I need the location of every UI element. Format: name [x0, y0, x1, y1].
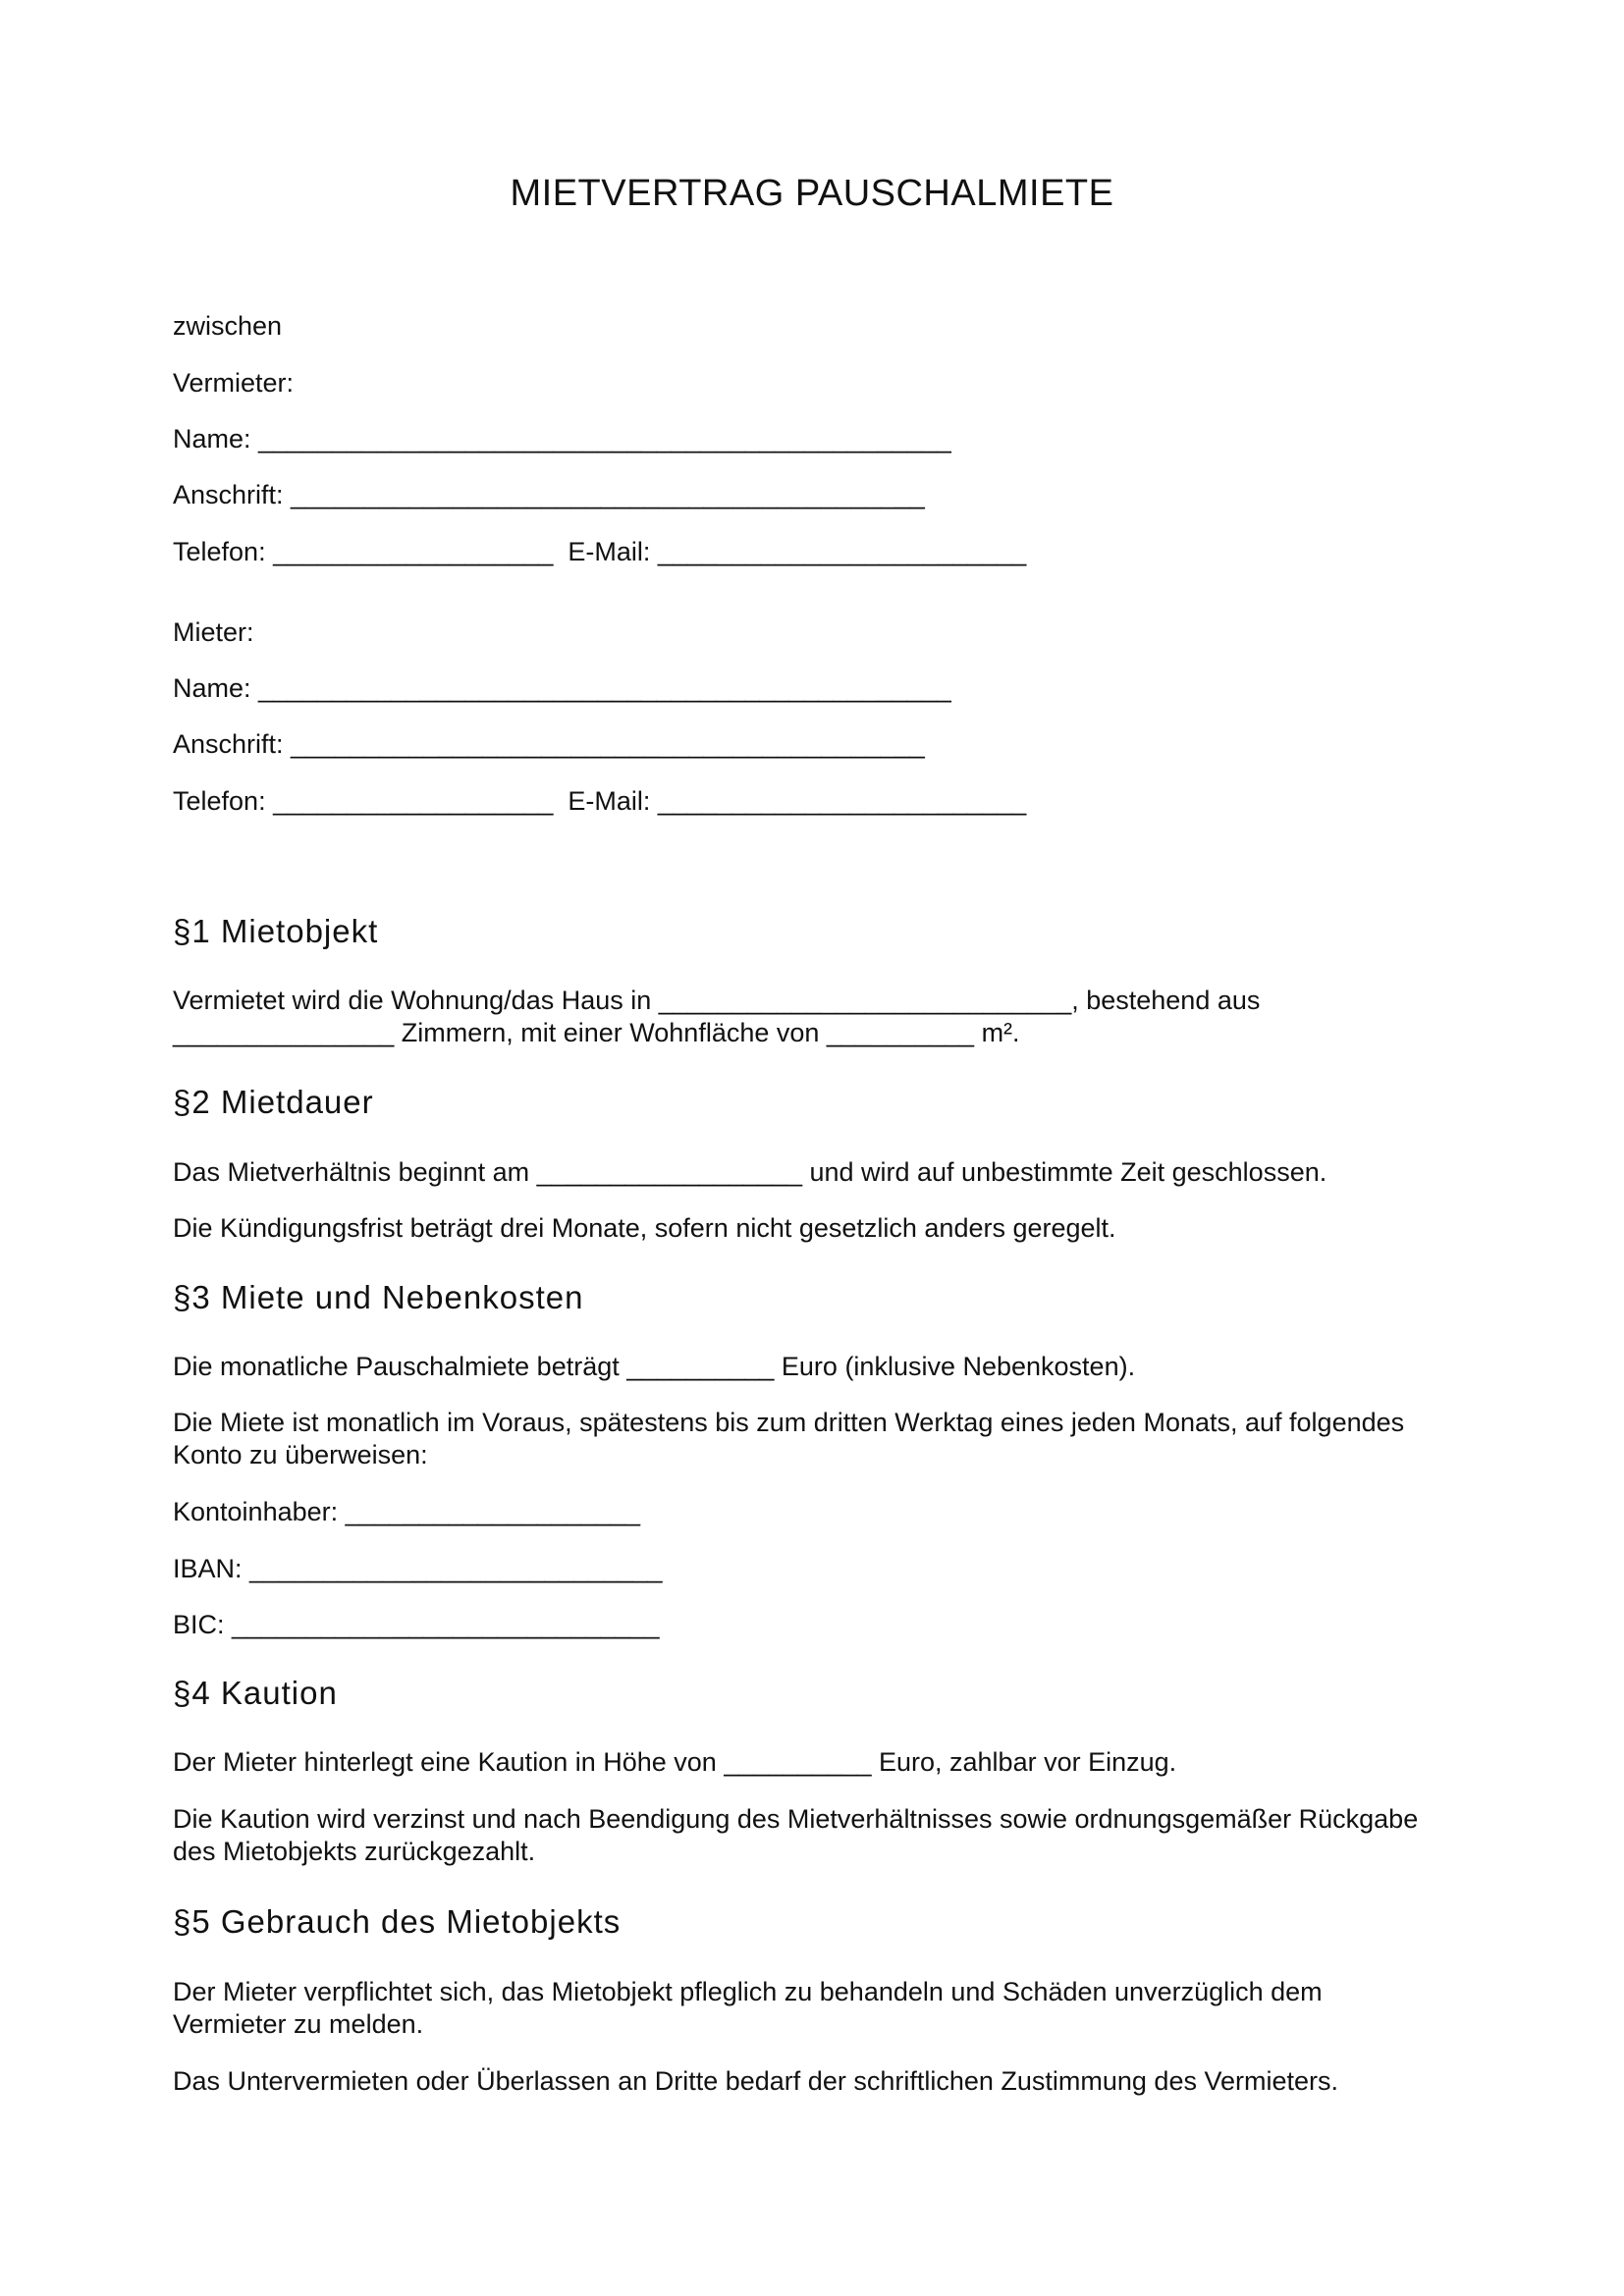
between-text: zwischen — [173, 311, 283, 341]
landlord-label: Vermieter: — [173, 368, 295, 398]
landlord-name-field: Name: _______________________________________________ — [173, 424, 951, 454]
section-2-paragraph-1: Das Mietverhältnis beginnt am __________________ und wird auf unbestimmte Zeit geschlossen. — [173, 1157, 1327, 1187]
section-3-paragraph-2-line-1: Die Miete ist monatlich im Voraus, spätestens bis zum dritten Werktag eines jeden Monats, auf folgendes — [173, 1408, 1405, 1437]
iban-field: IBAN: ____________________________ — [173, 1554, 663, 1583]
section-5-paragraph-1-line-2: Vermieter zu melden. — [173, 2009, 424, 2039]
document-title: MIETVERTRAG PAUSCHALMIETE — [510, 173, 1114, 214]
landlord-contact-field: Telefon: ___________________ E-Mail: _________________________ — [173, 537, 1027, 566]
account-holder-field: Kontoinhaber: ____________________ — [173, 1497, 640, 1526]
section-5-paragraph-1-line-1: Der Mieter verpflichtet sich, das Mietobjekt pfleglich zu behandeln und Schäden unverzüglich dem — [173, 1977, 1323, 2006]
tenant-address-field: Anschrift: ___________________________________________ — [173, 729, 925, 759]
section-1-heading: §1 Mietobjekt — [173, 913, 379, 949]
section-3-paragraph-2-line-2: Konto zu überweisen: — [173, 1440, 428, 1469]
bic-field: BIC: _____________________________ — [173, 1610, 660, 1639]
section-4-paragraph-2-line-1: Die Kaution wird verzinst und nach Beendigung des Mietverhältnisses sowie ordnungsgemäßer Rückgabe — [173, 1804, 1419, 1834]
section-4-heading: §4 Kaution — [173, 1675, 338, 1711]
section-5-heading: §5 Gebrauch des Mietobjekts — [173, 1903, 622, 1940]
section-5-paragraph-2: Das Untervermieten oder Überlassen an Dritte bedarf der schriftlichen Zustimmung des Vermieters. — [173, 2066, 1338, 2096]
tenant-name-field: Name: _______________________________________________ — [173, 673, 951, 703]
section-3-paragraph-1: Die monatliche Pauschalmiete beträgt __________ Euro (inklusive Nebenkosten). — [173, 1352, 1136, 1381]
tenant-label: Mieter: — [173, 617, 254, 647]
tenant-contact-field: Telefon: ___________________ E-Mail: _________________________ — [173, 786, 1027, 816]
section-1-line-1: Vermietet wird die Wohnung/das Haus in ____________________________, bestehend aus — [173, 986, 1261, 1015]
section-2-paragraph-2: Die Kündigungsfrist beträgt drei Monate, sofern nicht gesetzlich anders geregelt. — [173, 1213, 1116, 1243]
section-4-paragraph-1: Der Mieter hinterlegt eine Kaution in Höhe von __________ Euro, zahlbar vor Einzug. — [173, 1747, 1177, 1777]
section-4-paragraph-2-line-2: des Mietobjekts zurückgezahlt. — [173, 1837, 536, 1866]
landlord-address-field: Anschrift: ___________________________________________ — [173, 480, 925, 509]
section-2-heading: §2 Mietdauer — [173, 1084, 374, 1120]
section-1-line-2: _______________ Zimmern, mit einer Wohnfläche von __________ m². — [173, 1018, 1020, 1047]
section-3-heading: §3 Miete und Nebenkosten — [173, 1279, 584, 1315]
